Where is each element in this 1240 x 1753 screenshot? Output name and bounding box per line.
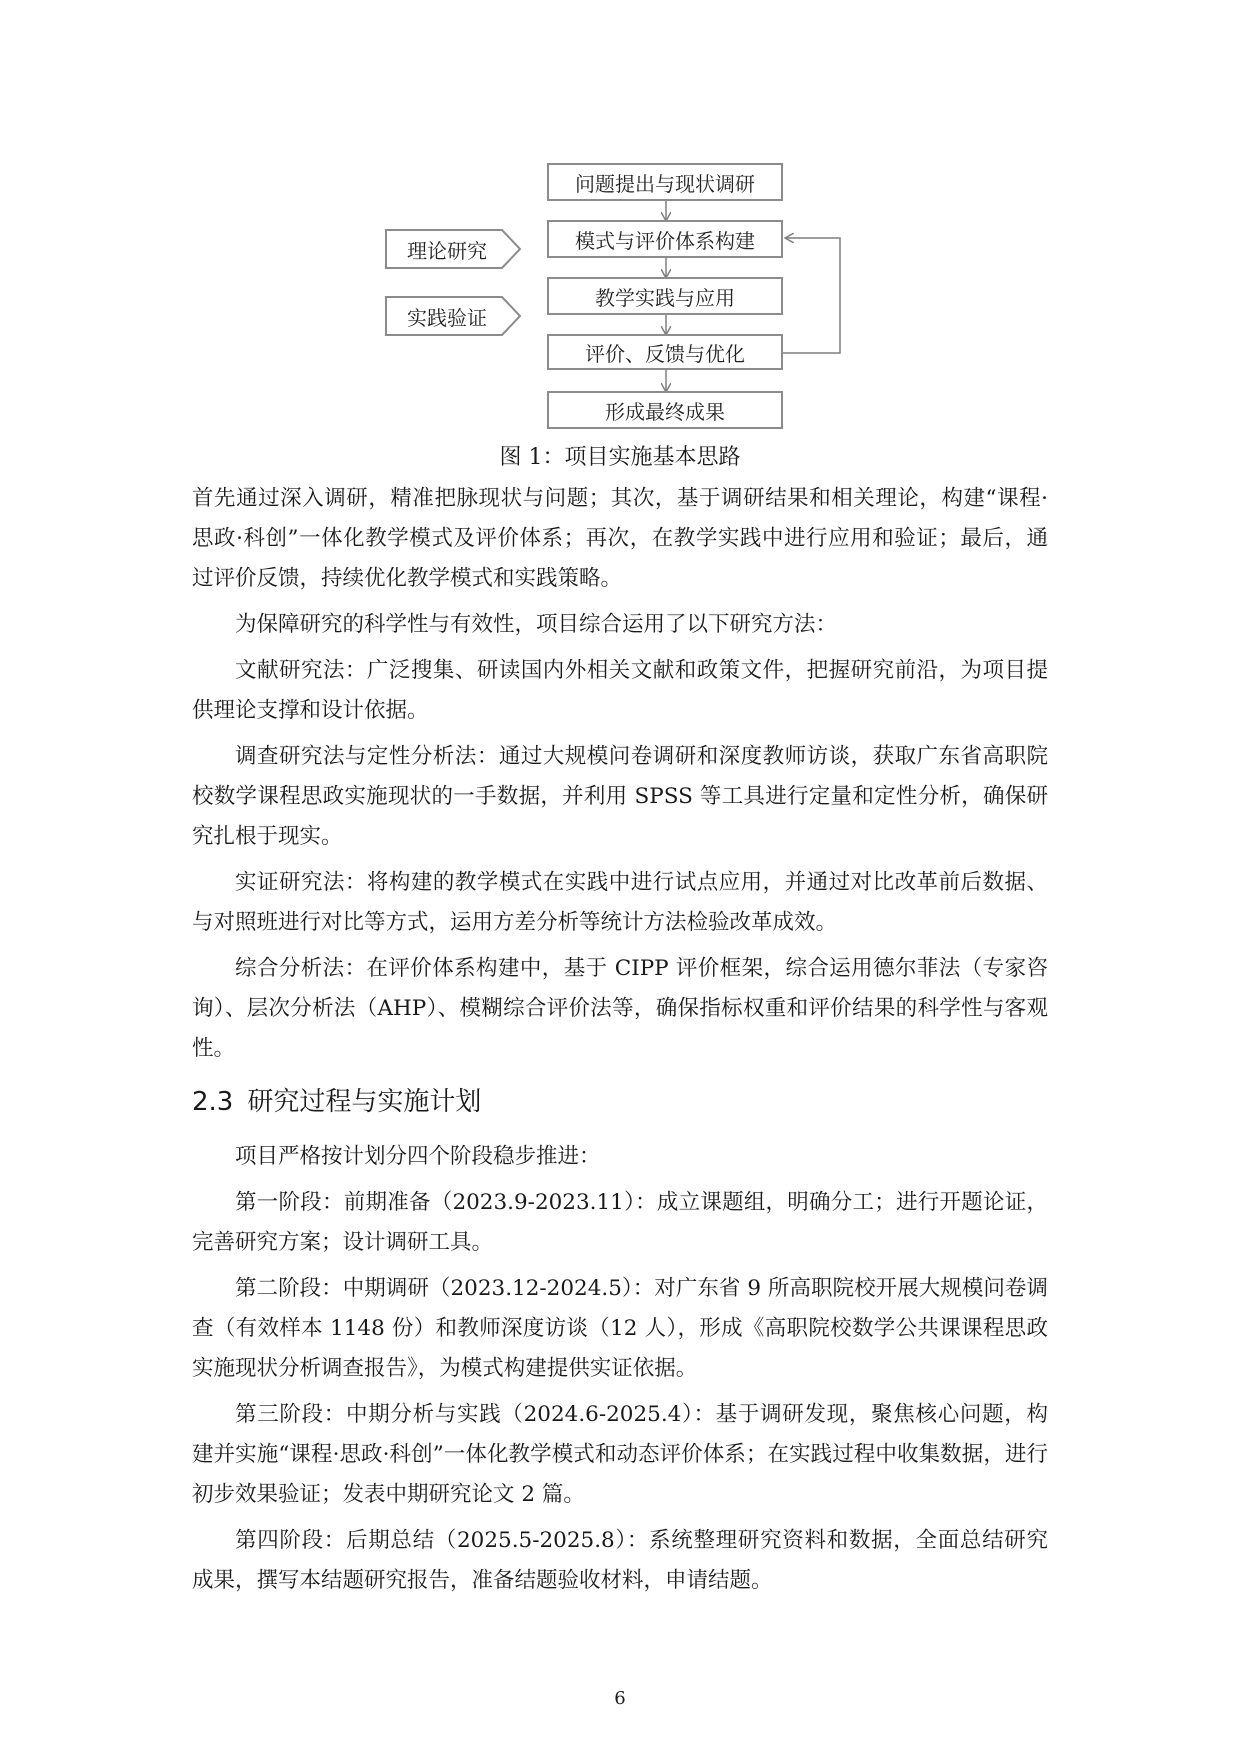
- flow-step-3: [547, 277, 783, 315]
- paragraph: 综合分析法：在评价体系构建中，基于 CIPP 评价框架，综合运用德尔菲法（专家咨询）、层次分析法（AHP）、模糊综合评价法等，确保指标权重和评价结果的科学性与客观性。: [192, 956, 1048, 1061]
- flow-step-3-label: 教学实践与应用: [595, 285, 735, 310]
- flow-step-2: [547, 220, 783, 258]
- paragraph: 首先通过深入调研，精准把脉现状与问题；其次，基于调研结果和相关理论，构建“课程·思政·科创”一体化教学模式及评价体系；再次，在教学实践中进行应用和验证；最后，通过评价反馈，持续优化教学模式和实践策略。: [192, 486, 1048, 591]
- side-label-practice: [386, 297, 520, 335]
- flow-step-4-label: 评价、反馈与优化: [585, 341, 745, 366]
- section-title: 研究过程与实施计划: [247, 1087, 482, 1117]
- flow-step-5: [547, 391, 783, 429]
- paragraph: 为保障研究的科学性与有效性，项目综合运用了以下研究方法：: [235, 612, 838, 637]
- flow-step-4: [547, 334, 783, 370]
- paragraph: 项目严格按计划分四个阶段稳步推进：: [235, 1144, 601, 1169]
- section-heading: [192, 1083, 1048, 1121]
- flow-step-5-label: 形成最终成果: [605, 399, 725, 424]
- paragraph: 第四阶段：后期总结（2025.5-2025.8）：系统整理研究资料和数据，全面总结研究成果，撰写本结题研究报告，准备结题验收材料，申请结题。: [192, 1528, 1048, 1593]
- figure-caption: 图 1：项目实施基本思路: [499, 445, 741, 470]
- feedback-loop-arrow: [782, 238, 840, 353]
- paragraph: 第一阶段：前期准备（2023.9-2023.11）：成立课题组，明确分工；进行开题论证，完善研究方案；设计调研工具。: [192, 1190, 1048, 1255]
- flow-step-1: [547, 163, 783, 201]
- paragraph: 第二阶段：中期调研（2023.12-2024.5）：对广东省 9 所高职院校开展大规模问卷调查（有效样本 1148 份）和教师深度访谈（12 人），形成《高职院校数学公共课课程思政实施现状分析调查报告》，为模式构建提供实证依据。: [192, 1276, 1048, 1381]
- paragraph: 实证研究法：将构建的教学模式在实践中进行试点应用，并通过对比改革前后数据、与对照班进行对比等方式，运用方差分析等统计方法检验改革成效。: [192, 870, 1048, 935]
- page-number: 6: [614, 1688, 626, 1709]
- paragraph: 文献研究法：广泛搜集、研读国内外相关文献和政策文件，把握研究前沿，为项目提供理论支撑和设计依据。: [192, 658, 1048, 723]
- side-label-theory-text: 理论研究: [407, 238, 487, 263]
- body-text: [192, 479, 1048, 1601]
- flow-step-1-label: 问题提出与现状调研: [575, 171, 755, 196]
- paragraph: 第三阶段：中期分析与实践（2024.6-2025.4）：基于调研发现，聚焦核心问题，构建并实施“课程·思政·科创”一体化教学模式和动态评价体系；在实践过程中收集数据，进行初步效果验证；发表中期研究论文 2 篇。: [192, 1402, 1048, 1507]
- section-number: 2.3: [192, 1087, 234, 1117]
- paragraph: 调查研究法与定性分析法：通过大规模问卷调研和深度教师访谈，获取广东省高职院校数学课程思政实施现状的一手数据，并利用 SPSS 等工具进行定量和定性分析，确保研究扎根于现实。: [192, 744, 1048, 849]
- flow-step-2-label: 模式与评价体系构建: [575, 228, 755, 253]
- side-label-theory: [386, 230, 520, 268]
- side-label-practice-text: 实践验证: [407, 305, 487, 330]
